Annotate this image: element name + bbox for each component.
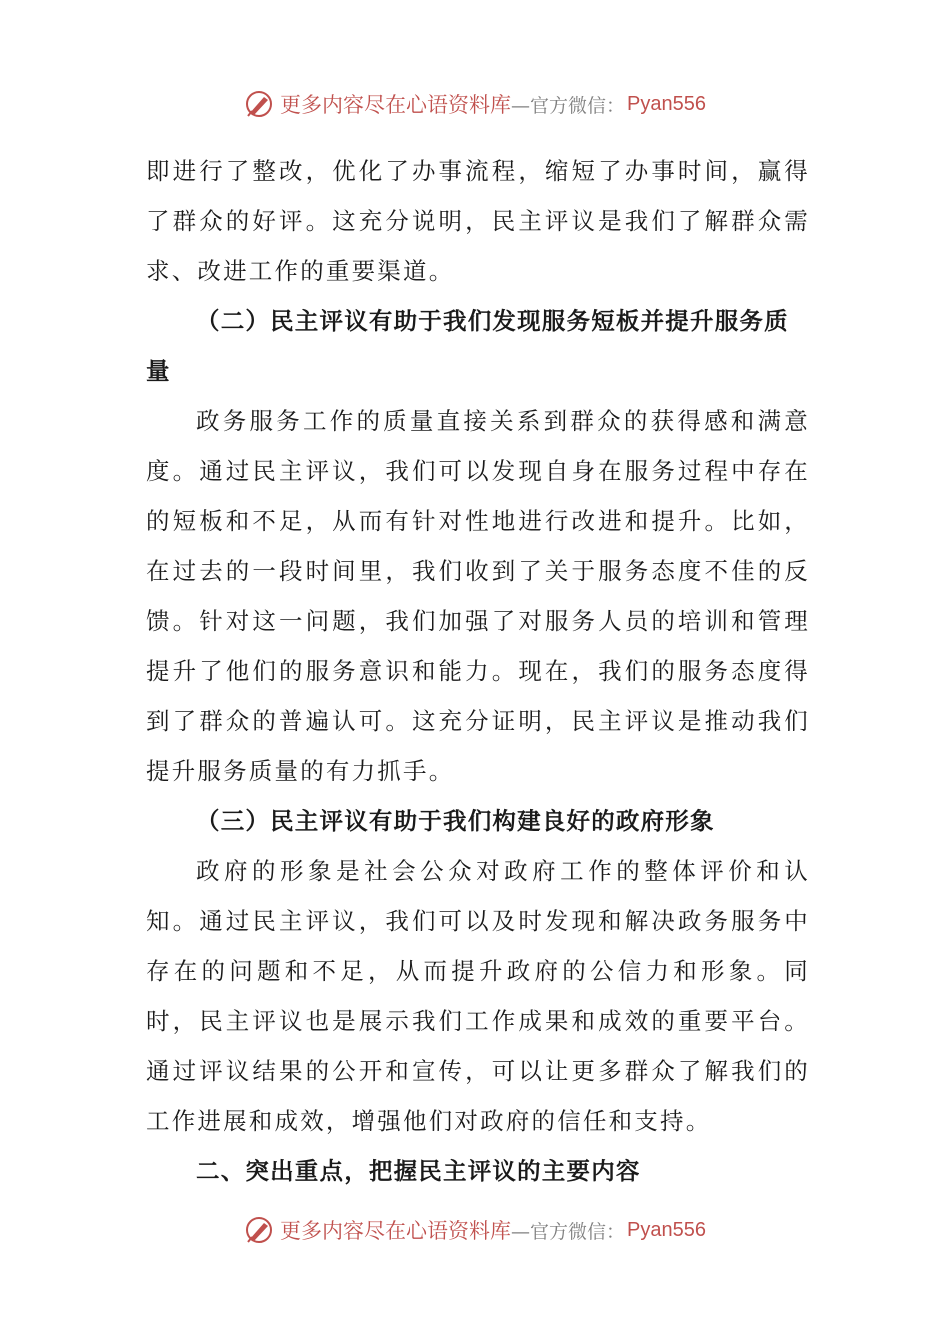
- header-banner: [0, 84, 950, 124]
- banner-title: 更多内容尽在心语资料库: [280, 93, 511, 117]
- footer-banner: [0, 1210, 950, 1250]
- heading-section-2: （二）民主评议有助于我们发现服务短板并提升服务质量: [146, 307, 789, 385]
- banner-separator: —官方微信：: [511, 94, 626, 117]
- paragraph-2: 政务服务工作的质量直接关系到群众的获得感和满意度。通过民主评议，我们可以发现自身在服务过程中存在的短板和不足，从而有针对性地进行改进和提升。比如，在过去的一段时间里，我们收到了关于服务态度不佳的反馈。针对这一问题，我们加强了对服务人员的培训和管理提升了他们的服务意识和能力。现在，我们的服务态度得到了群众的普遍认可。这充分证明，民主评议是推动我们提升服务质量的有力抓手。: [146, 407, 810, 785]
- heading-part-2: 二、突出重点，把握民主评议的主要内容: [196, 1157, 641, 1185]
- paragraph-1: 即进行了整改，优化了办事流程，缩短了办事时间，赢得了群众的好评。这充分说明，民主评议是我们了解群众需求、改进工作的重要渠道。: [146, 157, 810, 285]
- document-body: [146, 146, 810, 1196]
- heading-section-3: （三）民主评议有助于我们构建良好的政府形象: [196, 807, 715, 835]
- banner-wechat-id: Pyan556: [627, 1218, 706, 1241]
- banner-wechat-id: Pyan556: [627, 92, 706, 115]
- paragraph-3: 政府的形象是社会公众对政府工作的整体评价和认知。通过民主评议，我们可以及时发现和解决政务服务中存在的问题和不足，从而提升政府的公信力和形象。同时，民主评议也是展示我们工作成果和成效的重要平台。通过评议结果的公开和宣传，可以让更多群众了解我们的工作进展和成效，增强他们对政府的信任和支持。: [146, 857, 810, 1135]
- pen-logo-icon: [244, 89, 274, 119]
- banner-separator: —官方微信：: [511, 1220, 626, 1243]
- pen-logo-icon: [244, 1215, 274, 1245]
- banner-title: 更多内容尽在心语资料库: [280, 1219, 511, 1243]
